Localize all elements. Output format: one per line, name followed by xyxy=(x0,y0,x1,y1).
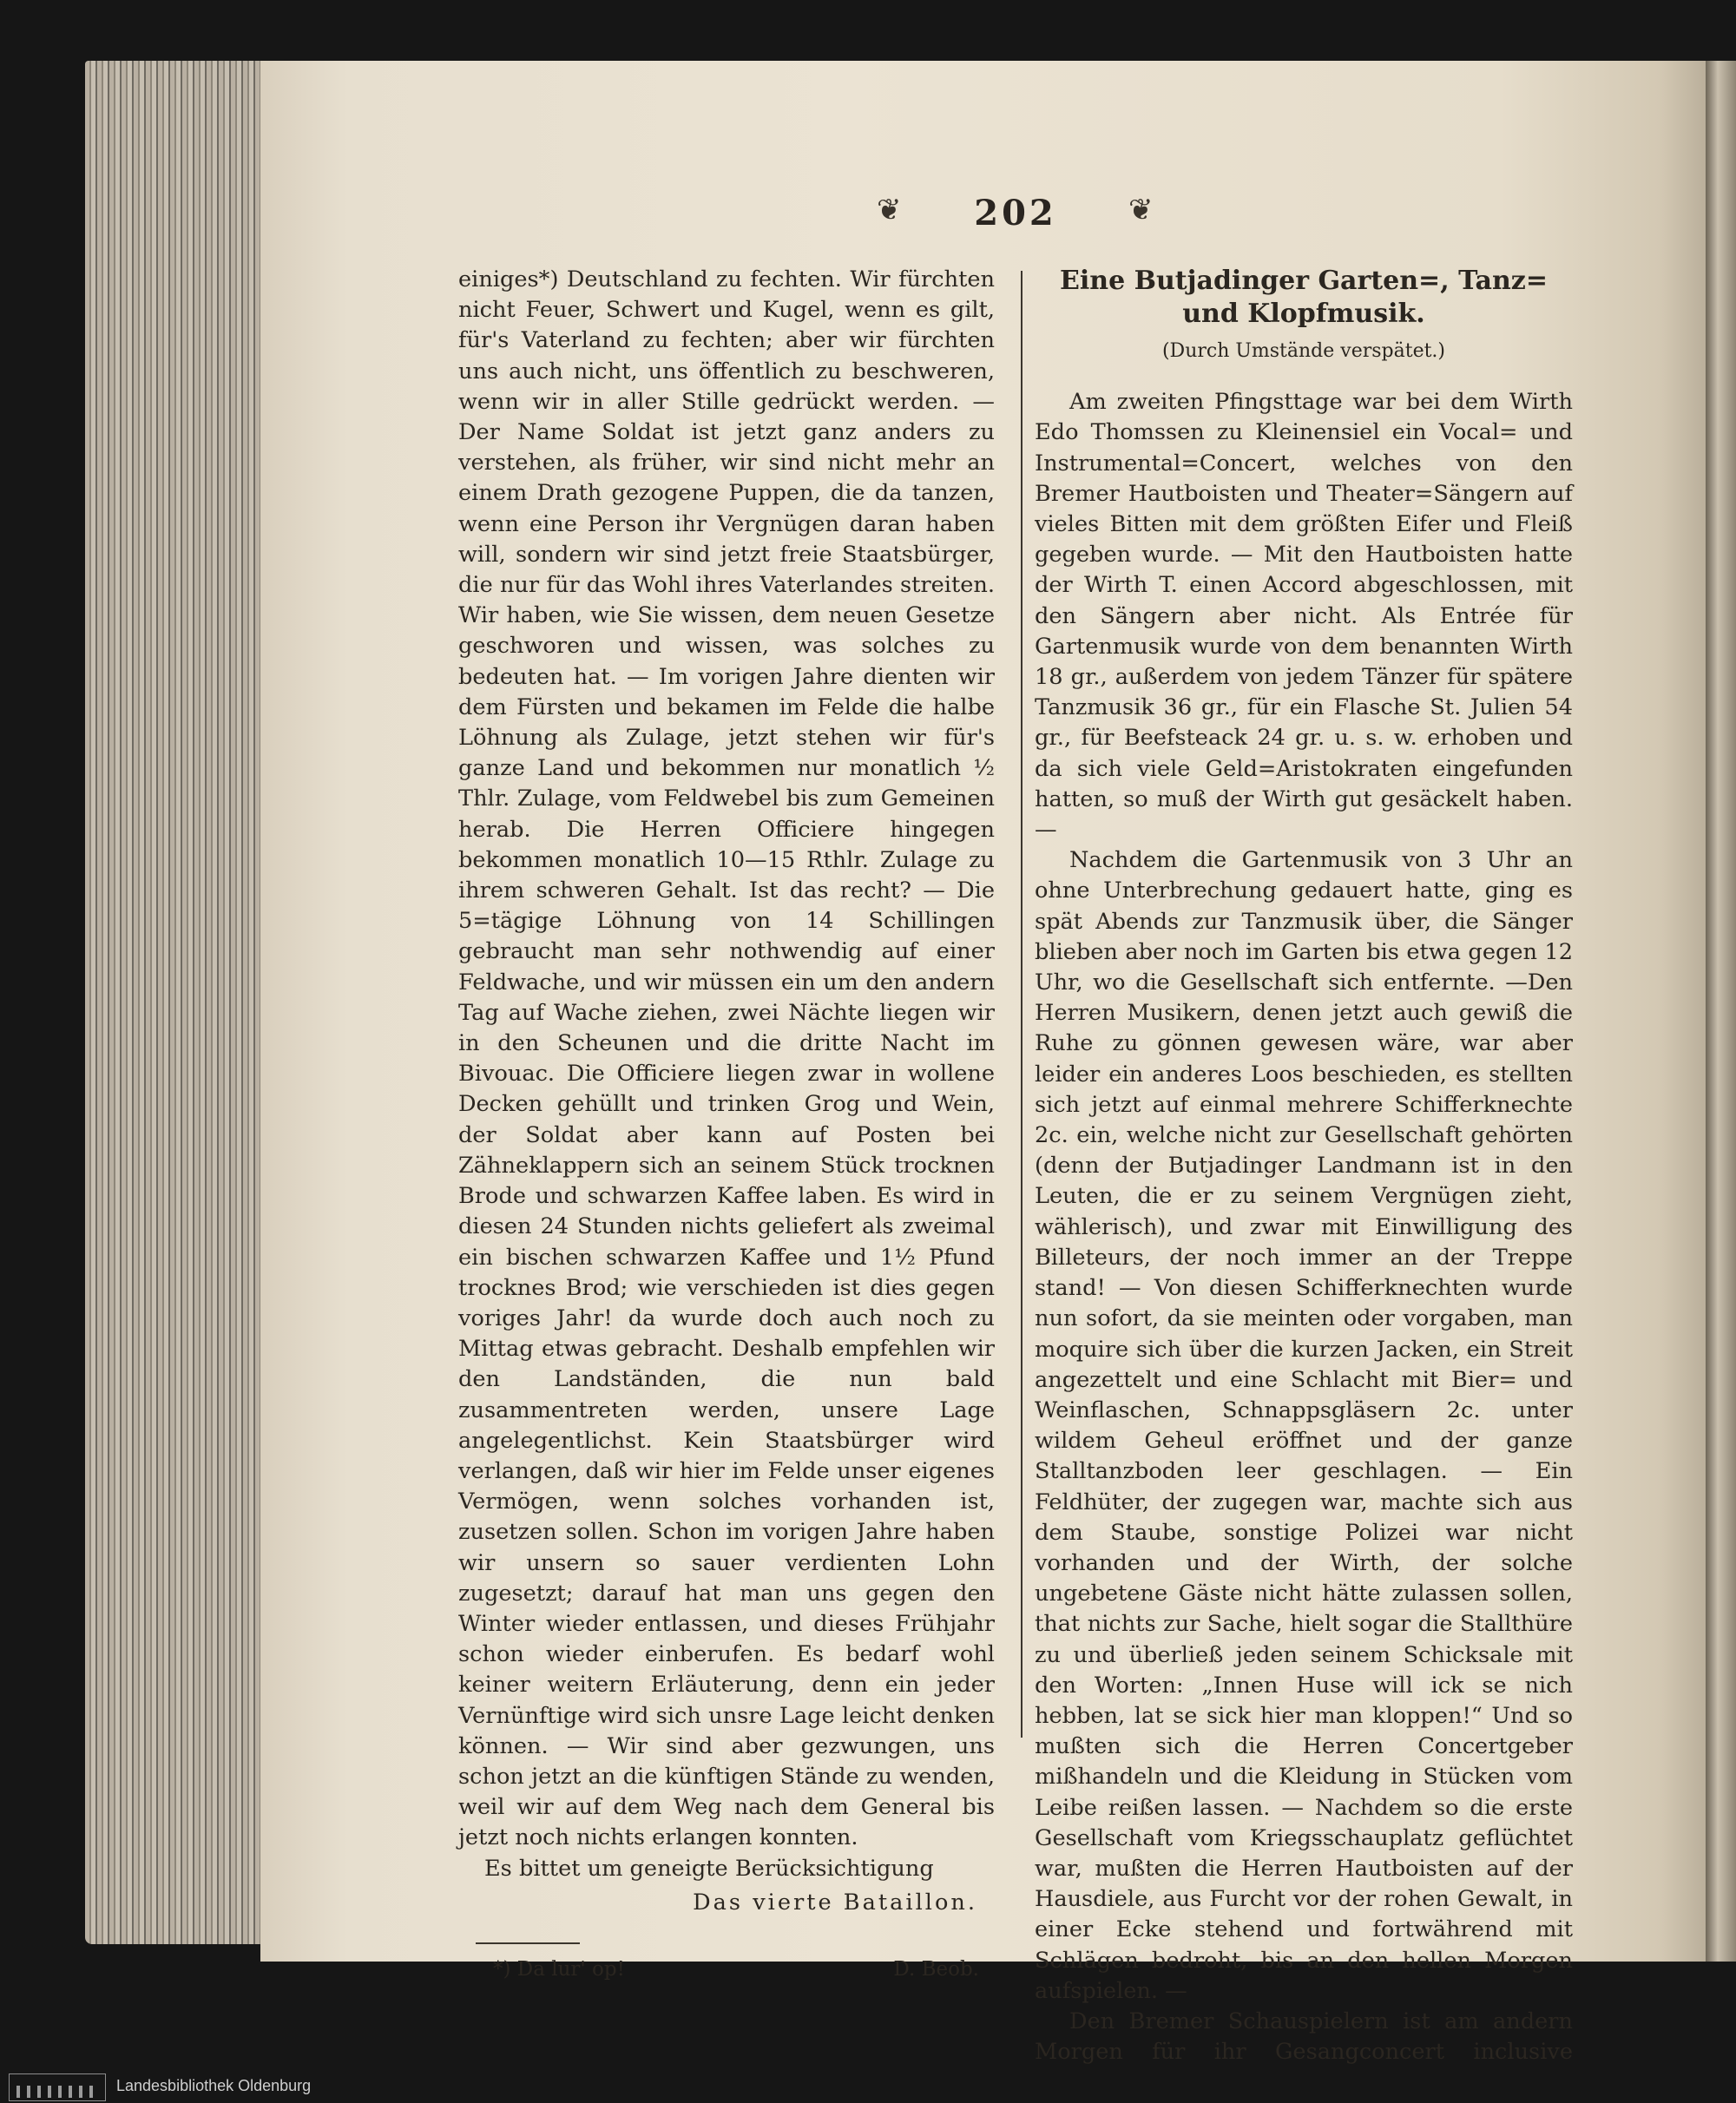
article-paragraph: Nachdem die Gartenmusik von 3 Uhr an ohne Unterbrechung gedauert hatte, ging es spät Abends zur Tanzmusik über, die Sänger blieben aber noch im Garten bis etwa gegen 12 Uhr, wo die Gesellschaft sich entfernte. —Den Herren Musikern, denen jetzt auch gewiß die Ruhe zu gönnen gewesen wäre, war aber leider ein anderes Loos beschieden, es stellten sich jetzt auf einmal mehrere Schifferknechte 2c. ein, welche nicht zur Gesellschaft gehörten (denn der Butjadinger Landmann ist in den Leuten, die er zu seinem Vergnügen zieht, wählerisch), und zwar mit Einwilligung des Billeteurs, der noch immer an der Treppe stand! — Von diesen Schifferknechten wurde nun sofort, da sie meinten oder vorgaben, man moquire sich über die kurzen Jacken, ein Streit angezettelt und eine Schlacht mit Bier= und Weinflaschen, Schnappsgläsern 2c. unter wildem Geheul eröffnet und der ganze Stalltanzboden leer geschlagen. — Ein Feldhüter, der zugegen war, machte sich aus dem Staube, sonstige Polizei war nicht vorhanden und der Wirth, der solche ungebetene Gäste nicht hätte zulassen sollen, that nichts zur Sache, hielt sogar die Stallthüre zu und überließ jeden seinem Schicksale mit den Worten: „Innen Huse will ick se nich hebben, lat se sick hier man kloppen!“ Und so mußten sich die Herren Concertgeber mißhandeln und die Kleidung in Stücken vom Leibe reißen lassen. — Nachdem so die erste Gesellschaft vom Kriegsschauplatz geflüchtet war, mußten die Herren Hautboisten auf der Hausdiele, aus Furcht vor der rohen Gewalt, in einer Ecke stehend und fortwährend mit Schlägen bedroht, bis an den hellen Morgen aufspielen. — xyxy=(1035,847,1573,2004)
right-column xyxy=(1035,265,1573,2099)
closing-line: Es bittet um geneigte Berücksichtigung xyxy=(484,1855,934,1882)
column-divider xyxy=(1021,271,1023,1738)
left-column xyxy=(458,265,995,1985)
book-gutter xyxy=(1706,61,1736,1962)
article-paragraph: Am zweiten Pfingsttage war bei dem Wirth Edo Thomssen zu Kleinensiel ein Vocal= und Instrumental=Concert, welches von den Bremer Hautboisten und Theater=Sängern auf vieles Bitten mit dem größten Eifer und Fleiß gegeben wurde. — Mit den Hautboisten hatte der Wirth T. einen Accord abgeschlossen, mit den Sängern aber nicht. Als Entrée für Gartenmusik wurde von dem benannten Wirth 18 gr., außerdem von jedem Tänzer für spätere Tanzmusik 36 gr., für ein Flasche St. Julien 54 gr., für Beefsteack 24 gr. u. s. w. erhoben und da sich viele Geld=Aristokraten eingefunden hatten, so muß der Wirth gut gesäckelt haben. — xyxy=(1035,389,1573,844)
footnote-divider xyxy=(476,1942,580,1944)
article-paragraph: Den Bremer Schauspielern ist am andern Morgen für ihr Gesangconcert inclusive xyxy=(1035,2008,1573,2066)
footnote-text: *) Da lur' op! xyxy=(493,1957,625,1981)
letter-body: einiges*) Deutschland zu fechten. Wir fürchten nicht Feuer, Schwert und Kugel, wenn es gilt, für's Vaterland zu fechten; aber wir fürchten uns auch nicht, uns öffentlich zu beschweren, wenn wir in aller Stille gedrückt werden. — Der Name Soldat ist jetzt ganz anders zu verstehen, als früher, wir sind nicht mehr an einem Drath gezogene Puppen, die da tanzen, wenn eine Person ihr Vergnügen daran haben will, sondern wir sind jetzt freie Staatsbürger, die nur für das Wohl ihres Vaterlandes streiten. Wir haben, wie Sie wissen, dem neuen Gesetze geschworen und wissen, was solches zu bedeuten hat. — Im vorigen Jahre dienten wir dem Fürsten und bekamen im Felde die halbe Löhnung als Zulage, jetzt stehen wir für's ganze Land und bekommen nur monatlich ½ Thlr. Zulage, vom Feldwebel bis zum Gemeinen herab. Die Herren Officiere hingegen bekommen monatlich 10—15 Rthlr. Zulage zu ihrem schweren Gehalt. Ist das recht? — Die 5=tägige Löhnung von 14 Schillingen gebraucht man sehr nothwendig auf einer Feldwache, und wir müssen ein um den andern Tag auf Wache ziehen, zwei Nächte liegen wir in den Scheunen und die dritte Nacht im Bivouac. Die Officiere liegen zwar in wollene Decken gehüllt und trinken Grog und Wein, der Soldat aber kann auf Posten bei Zähneklappern sich an seinem Stück trocknen Brode und schwarzen Kaffee laben. Es wird in diesen 24 Stunden nichts geliefert als zweimal ein bischen schwarzen Kaffee und 1½ Pfund trocknes Brod; wie verschieden ist dies gegen voriges Jahr! da wurde doch auch noch zu Mittag etwas gebracht. Deshalb empfehlen wir den Landständen, die nun bald zusammentreten werden, unsere Lage angelegentlichst. Kein Staatsbürger wird verlangen, daß wir hier im Felde unser eigenes Vermögen, wenn solches vorhanden ist, zusetzen sollen. Schon im vorigen Jahre haben wir unsern so sauer verdienten Lohn zugesetzt; darauf hat man uns gegen den Winter wieder entlassen, und dieses Frühjahr schon wieder einberufen. Es bedarf wohl keiner weitern Erläuterung, denn ein jeder Vernünftige wird sich unsre Lage leicht denken können. — Wir sind aber gezwungen, uns schon jetzt an die künftigen Stände zu wenden, weil wir auf dem Weg nach dem General bis jetzt noch nichts erlangen konnten. xyxy=(458,266,995,1851)
signer: Das vierte Bataillon. xyxy=(693,1889,977,1916)
footnote-source: D. Beob. xyxy=(893,1957,979,1981)
library-logo-icon xyxy=(9,2073,106,2101)
library-name: Landesbibliothek Oldenburg xyxy=(116,2077,312,2094)
footnote xyxy=(458,1955,995,1985)
viewer-footer xyxy=(0,2070,1736,2103)
article-subtitle: (Durch Umstände verspätet.) xyxy=(1161,340,1446,362)
right-ornament-icon: ❦ xyxy=(1128,193,1154,227)
left-ornament-icon: ❦ xyxy=(877,193,902,227)
article-title: Eine Butjadinger Garten=, Tanz= und Klopfmusik. xyxy=(1060,266,1548,329)
page-number: 202 xyxy=(974,193,1057,233)
